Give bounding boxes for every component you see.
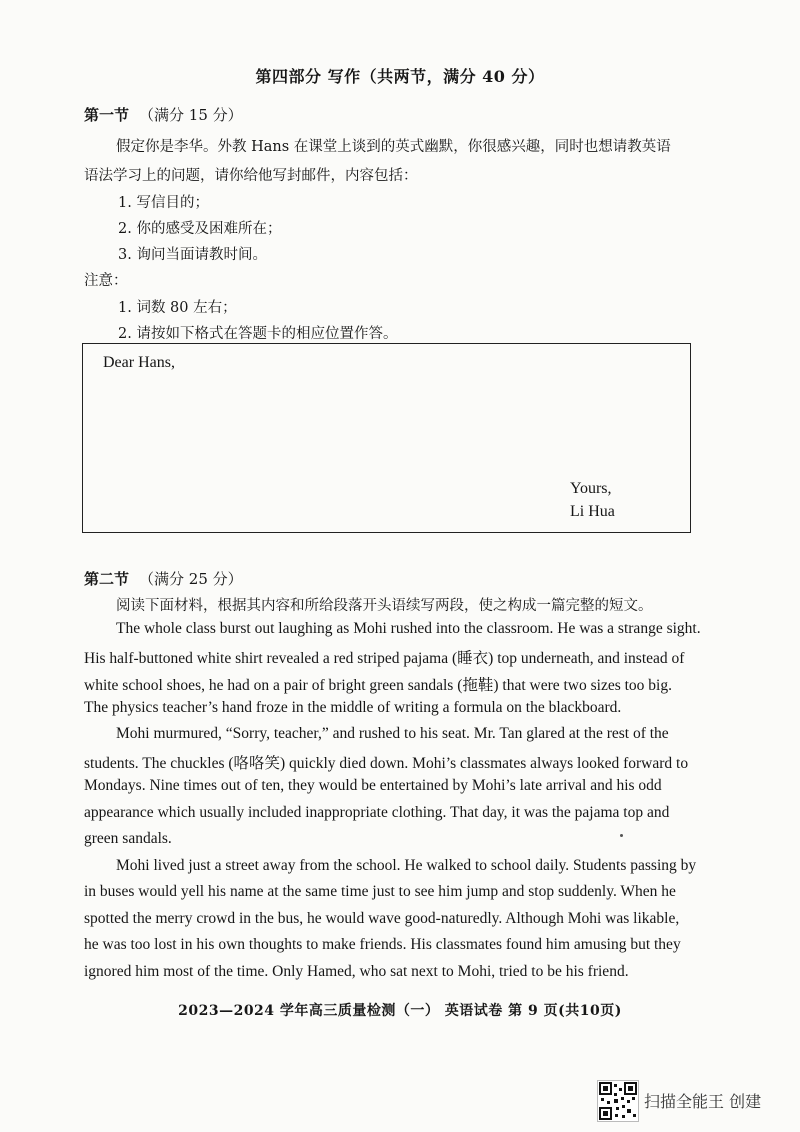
passage-line: The whole class burst out laughing as Mohi rushed into the classroom. He was a strange sight. (116, 620, 701, 637)
passage-line: white school shoes, he had on a pair of bright green sandals (拖鞋) that were two sizes too big. (84, 677, 672, 694)
notice-label: 注意： (84, 273, 128, 289)
section2-label: 第二节 (84, 570, 130, 588)
note-item-1: 1. 词数 80 左右； (118, 300, 237, 316)
passage-line: Mohi lived just a street away from the school. He walked to school daily. Students passing by (116, 857, 697, 874)
qr-code-icon (597, 1080, 639, 1122)
section2-instruction: 阅读下面材料，根据其内容和所给段落开头语续写两段，使之构成一篇完整的短文。 (116, 598, 653, 614)
passage-line: The physics teacher’s hand froze in the middle of writing a formula on the blackboard. (84, 699, 622, 716)
letter-salutation: Dear Hans, (103, 354, 175, 371)
passage-line: green sandals. (84, 830, 172, 847)
passage-line: His half-buttoned white shirt revealed a red striped pajama (睡衣) top underneath, and instead of (84, 650, 685, 667)
letter-closing: Yours, (570, 480, 612, 497)
section1-points: （满分 15 分） (139, 106, 243, 124)
section1-prompt-line1: 假定你是李华。外教 Hans 在课堂上谈到的英式幽默，你很感兴趣，同时也想请教英语 (116, 139, 671, 155)
passage-line: ignored him most of the time. Only Hamed, who sat next to Mohi, tried to be his friend. (84, 963, 629, 980)
passage-line: Mondays. Nine times out of ten, they would be entertained by Mohi’s late arrival and his odd (84, 777, 662, 794)
section1-prompt-line2: 语法学习上的问题，请你给他写封邮件，内容包括： (84, 168, 418, 184)
passage-line: in buses would yell his name at the same time just to see him jump and stop suddenly. When he (84, 883, 676, 900)
task-item-1: 1. 写信目的； (118, 195, 209, 211)
section2-heading (84, 568, 243, 589)
scanner-watermark: 扫描全能王 创建 (644, 1092, 762, 1111)
letter-format-box (82, 343, 691, 533)
scan-speck (620, 834, 623, 837)
task-item-2: 2. 你的感受及困难所在； (118, 221, 282, 237)
task-item-3: 3. 询问当面请教时间。 (118, 247, 267, 263)
passage-line: students. The chuckles (咯咯笑) quickly died down. Mohi’s classmates always looked forward to (84, 755, 689, 772)
passage-line: he was too lost in his own thoughts to make friends. His classmates found him amusing but they (84, 936, 681, 953)
section1-label: 第一节 (84, 106, 130, 124)
part-title: 第四部分 写作（共两节，满分 40 分） (255, 67, 545, 86)
passage-line: Mohi murmured, “Sorry, teacher,” and rushed to his seat. Mr. Tan glared at the rest of the (116, 725, 669, 742)
letter-signature: Li Hua (570, 503, 615, 520)
passage-line: spotted the merry crowd in the bus, he would wave good-naturedly. Although Mohi was likable, (84, 910, 680, 927)
note-item-2: 2. 请按如下格式在答题卡的相应位置作答。 (118, 326, 398, 342)
section1-heading (84, 104, 243, 125)
section2-points: （满分 25 分） (139, 570, 243, 588)
page-footer: 2023—2024 学年高三质量检测（一） 英语试卷 第 9 页(共10页) (178, 1003, 622, 1019)
passage-line: appearance which usually included inappropriate clothing. That day, it was the pajama top and (84, 804, 670, 821)
